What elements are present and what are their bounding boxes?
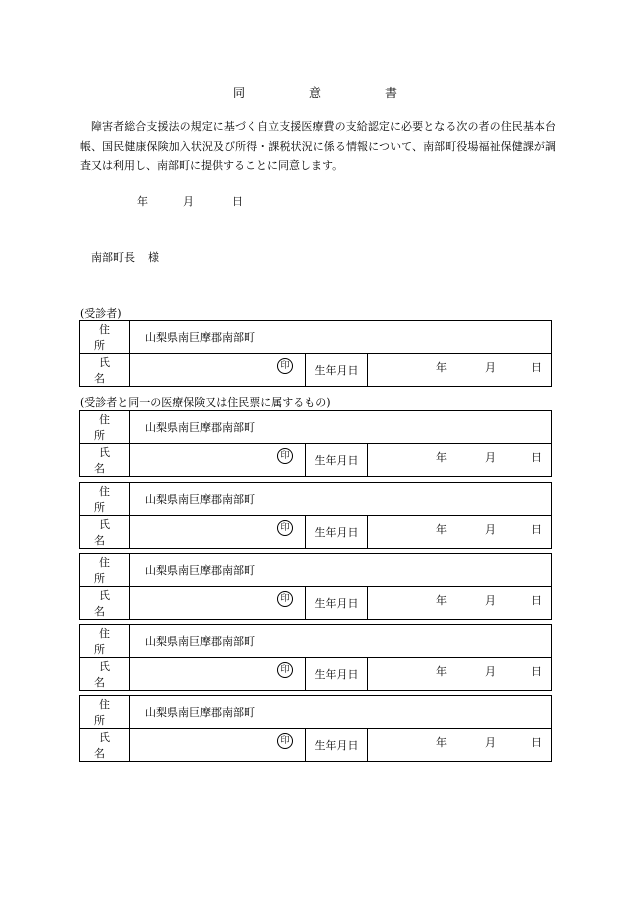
address-label: 住所: [80, 554, 130, 587]
name-row: [80, 658, 552, 691]
name-field[interactable]: [130, 354, 306, 387]
address-field[interactable]: 山梨県南巨摩郡南部町: [130, 696, 552, 729]
birthdate-label: 生年月日: [306, 658, 368, 691]
name-field[interactable]: [130, 444, 306, 477]
person-table-4: [79, 553, 552, 620]
address-field[interactable]: 山梨県南巨摩郡南部町: [130, 483, 552, 516]
name-row: [80, 587, 552, 620]
seal-icon: 印: [277, 448, 293, 464]
addressee-suffix: 様: [148, 251, 159, 264]
address-row: [80, 554, 552, 587]
address-row: [80, 696, 552, 729]
birth-year-label: 年: [436, 451, 447, 464]
birthdate-label: 生年月日: [306, 729, 368, 762]
name-label: 氏名: [80, 729, 130, 762]
address-field[interactable]: 山梨県南巨摩郡南部町: [130, 411, 552, 444]
birthdate-label: 生年月日: [306, 444, 368, 477]
date-day-label: 日: [232, 195, 243, 208]
address-label: 住所: [80, 411, 130, 444]
section-label-household: (受診者と同一の医療保険又は住民票に属するもの): [80, 396, 331, 409]
section-label-patient: (受診者): [80, 307, 122, 320]
birth-year-label: 年: [436, 665, 447, 678]
address-field[interactable]: 山梨県南巨摩郡南部町: [130, 625, 552, 658]
date-year-label: 年: [137, 195, 148, 208]
birth-year-label: 年: [436, 523, 447, 536]
person-table-1: [79, 320, 552, 387]
birthdate-field[interactable]: [368, 658, 552, 691]
name-field[interactable]: [130, 729, 306, 762]
name-field[interactable]: [130, 587, 306, 620]
name-label: 氏名: [80, 354, 130, 387]
birth-month-label: 月: [485, 451, 496, 464]
address-row: [80, 483, 552, 516]
address-label: 住所: [80, 483, 130, 516]
name-row: [80, 729, 552, 762]
addressee-name: 南部町長: [91, 251, 135, 264]
date-month-label: 月: [183, 195, 194, 208]
address-label: 住所: [80, 696, 130, 729]
birthdate-label: 生年月日: [306, 516, 368, 549]
document-title: 同 意 書: [232, 86, 423, 100]
birth-year-label: 年: [436, 736, 447, 749]
person-table-6: [79, 695, 552, 762]
name-label: 氏名: [80, 516, 130, 549]
birth-month-label: 月: [485, 736, 496, 749]
name-label: 氏名: [80, 444, 130, 477]
birthdate-label: 生年月日: [306, 354, 368, 387]
seal-icon: 印: [277, 733, 293, 749]
name-row: [80, 354, 552, 387]
birthdate-field[interactable]: [368, 444, 552, 477]
birth-month-label: 月: [485, 523, 496, 536]
person-table-3: [79, 482, 552, 549]
birthdate-field[interactable]: [368, 729, 552, 762]
name-row: [80, 444, 552, 477]
address-field[interactable]: 山梨県南巨摩郡南部町: [130, 321, 552, 354]
birth-year-label: 年: [436, 594, 447, 607]
seal-icon: 印: [277, 662, 293, 678]
address-label: 住所: [80, 625, 130, 658]
birthdate-field[interactable]: [368, 587, 552, 620]
person-table-2: [79, 410, 552, 477]
addressee: [91, 249, 159, 265]
address-label: 住所: [80, 321, 130, 354]
seal-icon: 印: [277, 520, 293, 536]
birth-day-label: 日: [531, 736, 542, 749]
date-line: [137, 193, 243, 209]
person-table-5: [79, 624, 552, 691]
birth-day-label: 日: [531, 523, 542, 536]
name-field[interactable]: [130, 516, 306, 549]
birthdate-label: 生年月日: [306, 587, 368, 620]
name-label: 氏名: [80, 658, 130, 691]
address-row: [80, 321, 552, 354]
address-row: [80, 411, 552, 444]
name-field[interactable]: [130, 658, 306, 691]
birth-day-label: 日: [531, 665, 542, 678]
address-row: [80, 625, 552, 658]
consent-statement: 障害者総合支援法の規定に基づく自立支援医療費の支給認定に必要となる次の者の住民基本台帳、国民健康保険加入状況及び所得・課税状況に係る情報について、南部町役場福祉保健課が調査又は利用し、南部町に提供することに同意します。: [80, 120, 556, 172]
seal-icon: 印: [277, 591, 293, 607]
address-field[interactable]: 山梨県南巨摩郡南部町: [130, 554, 552, 587]
birth-month-label: 月: [485, 361, 496, 374]
birth-day-label: 日: [531, 361, 542, 374]
birth-year-label: 年: [436, 361, 447, 374]
birthdate-field[interactable]: [368, 354, 552, 387]
birth-month-label: 月: [485, 665, 496, 678]
birth-day-label: 日: [531, 451, 542, 464]
birthdate-field[interactable]: [368, 516, 552, 549]
seal-icon: 印: [277, 358, 293, 374]
birth-day-label: 日: [531, 594, 542, 607]
name-row: [80, 516, 552, 549]
birth-month-label: 月: [485, 594, 496, 607]
name-label: 氏名: [80, 587, 130, 620]
